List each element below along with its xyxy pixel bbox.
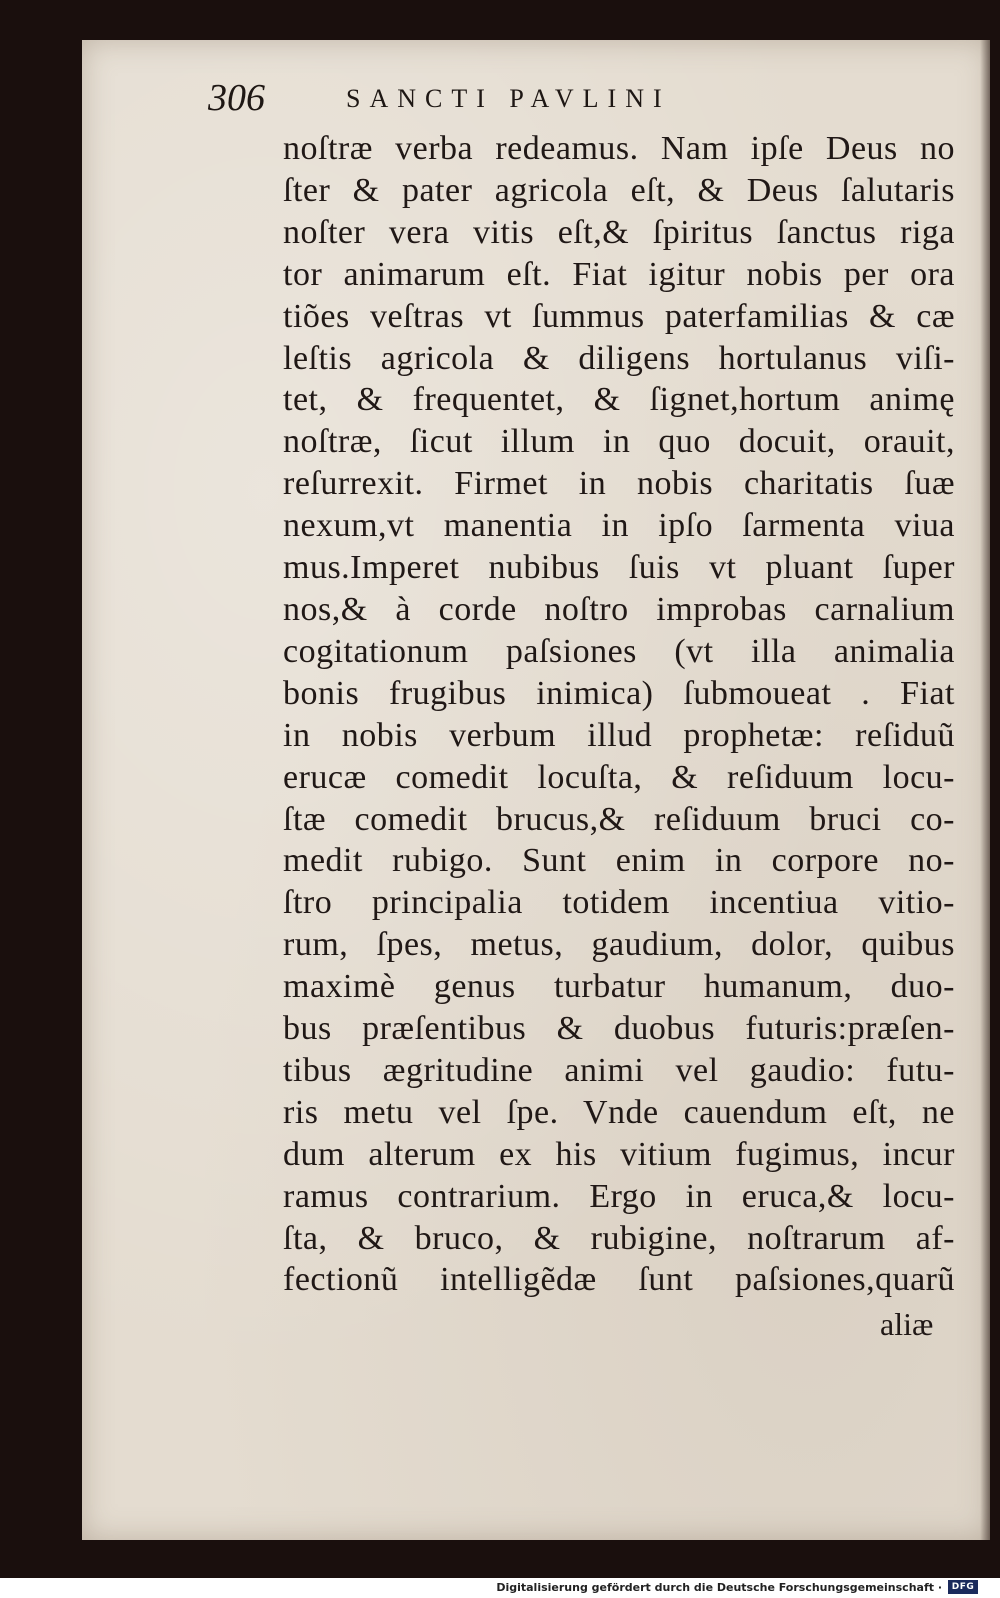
page-edge [980, 40, 990, 1540]
text-line: nexum,vt manentia in ipſo ſarmenta viua [283, 507, 955, 545]
text-line: ramus contrarium. Ergo in eruca,& locu- [283, 1177, 955, 1215]
text-line: ſtæ comedit brucus,& reſiduum bruci co- [283, 800, 955, 838]
text-line: ris metu vel ſpe. Vnde cauendum eſt, ne [283, 1093, 955, 1131]
text-line: ſter & pater agricola eſt, & Deus ſalutaris [283, 171, 955, 209]
funding-credit: Digitalisierung gefördert durch die Deutsche Forschungsgemeinschaft · [496, 1581, 942, 1594]
text-line: erucæ comedit locuſta, & reſiduum locu- [283, 758, 955, 796]
text-line: bonis frugibus inimica) ſubmoueat . Fiat [283, 674, 955, 712]
text-line: medit rubigo. Sunt enim in corpore no- [283, 842, 955, 880]
text-line: leſtis agricola & diligens hortulanus viſi- [283, 339, 955, 377]
text-line: nos,& à corde noſtro improbas carnalium [283, 590, 955, 628]
text-line: noſtræ, ſicut illum in quo docuit, orauit, [283, 423, 955, 461]
text-line: tibus ægritudine animi vel gaudio: futu- [283, 1051, 955, 1089]
text-line: cogitationum paſsiones (vt illa animalia [283, 632, 955, 670]
text-line: tor animarum eſt. Fiat igitur nobis per ora [283, 255, 955, 293]
text-line: noſtræ verba redeamus. Nam ipſe Deus no [283, 130, 955, 167]
text-line: bus præſentibus & duobus futuris:præſen- [283, 1010, 955, 1048]
page-header: SANCTI PAVLINI [346, 84, 671, 113]
text-line: in nobis verbum illud prophetæ: reſiduũ [283, 716, 955, 754]
text-line: tet, & frequentet, & ſignet,hortum animę [283, 381, 955, 419]
text-line: tiões veſtras vt ſummus paterfamilias & cæ [283, 297, 955, 335]
text-line: ſta, & bruco, & rubigine, noſtrarum af- [283, 1219, 955, 1257]
text-line: ſtro principalia totidem incentiua vitio- [283, 884, 955, 922]
text-line: dum alterum ex his vitium fugimus, incur [283, 1135, 955, 1173]
text-line: rum, ſpes, metus, gaudium, dolor, quibus [283, 926, 955, 964]
body-text [283, 128, 955, 1301]
text-line: reſurrexit. Firmet in nobis charitatis ſuæ [283, 465, 955, 503]
dfg-logo-icon: DFG [948, 1580, 978, 1594]
catchword: aliæ [880, 1306, 934, 1342]
page-number: 306 [208, 77, 265, 119]
text-line: mus.Imperet nubibus ſuis vt pluant ſuper [283, 549, 955, 587]
footer-bar [0, 1578, 1000, 1598]
text-line: noſter vera vitis eſt,& ſpiritus ſanctus riga [283, 213, 955, 251]
text-line: maximè genus turbatur humanum, duo- [283, 968, 955, 1006]
text-line: fectionũ intelligẽdæ ſunt paſsiones,quarũ [283, 1261, 955, 1299]
running-head [208, 76, 828, 126]
